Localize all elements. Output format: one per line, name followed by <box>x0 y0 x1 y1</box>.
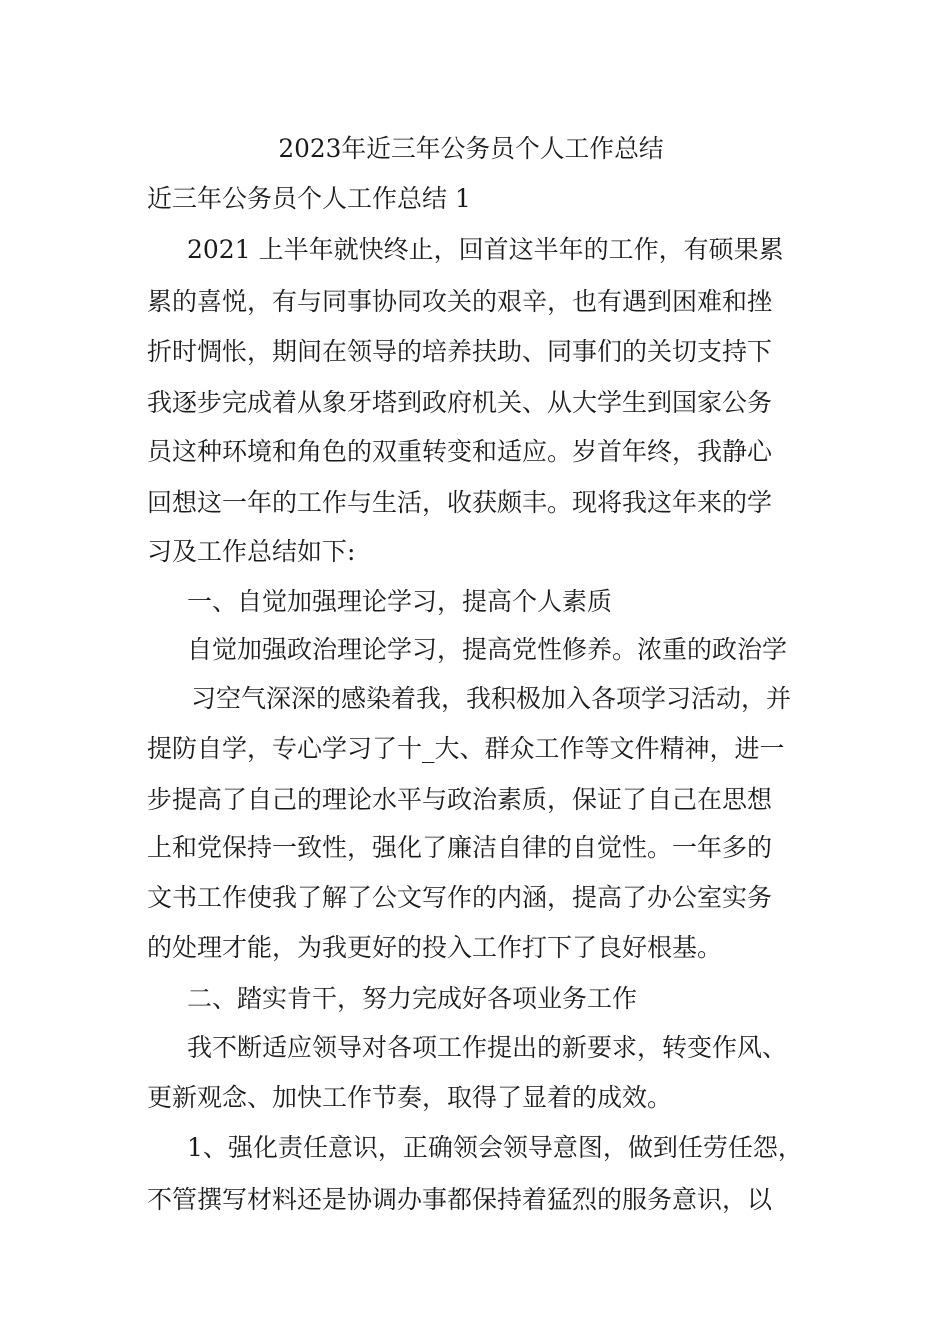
paragraph-line: 提防自学，专心学习了十_大、群众工作等文件精神，进一 <box>147 734 785 763</box>
paragraph-line: 习空气深深的感染着我，我积极加入各项学习活动，并 <box>191 684 792 713</box>
paragraph-line: 习及工作总结如下: <box>147 537 356 566</box>
paragraph-line: 更新观念、加快工作节奏，取得了显着的成效。 <box>147 1083 673 1112</box>
paragraph-line: 1、强化责任意识，正确领会领导意图，做到任劳任怨， <box>187 1133 803 1162</box>
paragraph-line: 上和党保持一致性，强化了廉洁自律的自觉性。一年多的 <box>147 833 773 862</box>
paragraph-line: 我不断适应领导对各项工作提出的新要求，转变作风、 <box>187 1033 788 1062</box>
paragraph-line: 不管撰写材料还是协调办事都保持着猛烈的服务意识，以 <box>147 1185 773 1214</box>
paragraph-line: 2021 上半年就快终止，回首这半年的工作，有硕果累 <box>187 235 784 264</box>
paragraph-line: 步提高了自己的理论水平与政治素质，保证了自己在思想 <box>147 785 773 814</box>
document-title: 2023年近三年公务员个人工作总结 <box>278 134 664 163</box>
paragraph-line: 员这种环境和角色的双重转变和适应。岁首年终，我静心 <box>147 437 773 466</box>
paragraph-line: 累的喜悦，有与同事协同攻关的艰辛，也有遇到困难和挫 <box>147 287 773 316</box>
paragraph-line: 折时惆怅，期间在领导的培养扶助、同事们的关切支持下 <box>147 337 773 366</box>
paragraph-line: 自觉加强政治理论学习，提高党性修养。浓重的政治学 <box>187 635 788 664</box>
paragraph-line: 文书工作使我了解了公文写作的内涵，提高了办公室实务 <box>147 883 773 912</box>
section-heading: 一、自觉加强理论学习，提高个人素质 <box>187 587 613 616</box>
paragraph-line: 我逐步完成着从象牙塔到政府机关、从大学生到国家公务 <box>147 388 773 417</box>
section-heading: 二、踏实肯干，努力完成好各项业务工作 <box>187 984 638 1013</box>
paragraph-line: 的处理才能，为我更好的投入工作打下了良好根基。 <box>147 933 723 962</box>
paragraph-line: 回想这一年的工作与生活，收获颇丰。现将我这年来的学 <box>147 488 773 517</box>
section-heading: 近三年公务员个人工作总结 1 <box>147 184 471 213</box>
